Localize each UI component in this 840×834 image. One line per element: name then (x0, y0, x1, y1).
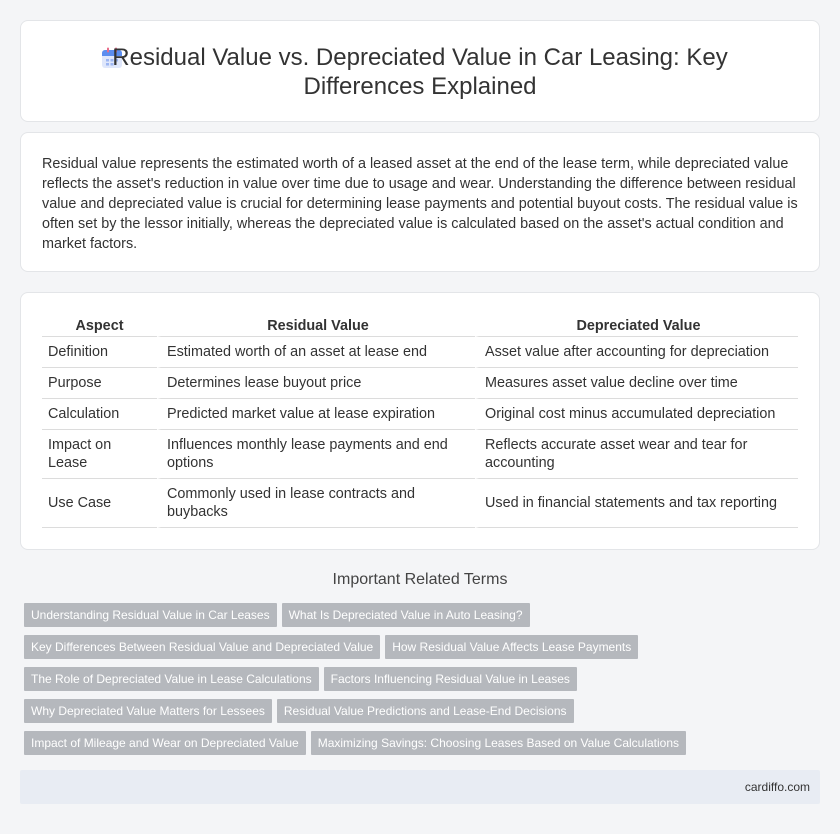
comparison-table (42, 315, 798, 528)
cell-aspect: Purpose (42, 368, 157, 399)
table-row (42, 368, 798, 399)
cell-depreciated: Measures asset value decline over time (475, 368, 798, 399)
related-terms-list (24, 603, 814, 763)
table-row (42, 479, 798, 528)
related-term-tag[interactable]: Residual Value Predictions and Lease-End Decisions (277, 699, 574, 723)
related-term-tag[interactable]: The Role of Depreciated Value in Lease Calculations (24, 667, 319, 691)
header-residual-value: Residual Value (157, 315, 475, 337)
table-row (42, 399, 798, 430)
cell-residual: Predicted market value at lease expiration (157, 399, 475, 430)
related-term-tag[interactable]: What Is Depreciated Value in Auto Leasing? (282, 603, 530, 627)
header-depreciated-value: Depreciated Value (475, 315, 798, 337)
comparison-table-card (20, 292, 820, 550)
table-header-row (42, 315, 798, 337)
related-term-tag[interactable]: How Residual Value Affects Lease Payments (385, 635, 638, 659)
related-term-tag[interactable]: Maximizing Savings: Choosing Leases Based on Value Calculations (311, 731, 686, 755)
related-term-tag[interactable]: Key Differences Between Residual Value and Depreciated Value (24, 635, 380, 659)
table-row (42, 337, 798, 368)
cell-depreciated: Original cost minus accumulated depreciation (475, 399, 798, 430)
cell-residual: Determines lease buyout price (157, 368, 475, 399)
cell-aspect: Impact on Lease (42, 430, 157, 479)
cell-residual: Influences monthly lease payments and end options (157, 430, 475, 479)
cell-depreciated: Reflects accurate asset wear and tear for accounting (475, 430, 798, 479)
cell-depreciated: Used in financial statements and tax reporting (475, 479, 798, 528)
cell-aspect: Calculation (42, 399, 157, 430)
cell-residual: Estimated worth of an asset at lease end (157, 337, 475, 368)
footer (20, 770, 820, 804)
table-row (42, 430, 798, 479)
intro-card (20, 132, 820, 272)
cell-aspect: Definition (42, 337, 157, 368)
footer-site-link[interactable]: cardiffo.com (744, 780, 810, 794)
cell-residual: Commonly used in lease contracts and buybacks (157, 479, 475, 528)
cell-aspect: Use Case (42, 479, 157, 528)
header-card (20, 20, 820, 122)
related-term-tag[interactable]: Impact of Mileage and Wear on Depreciated Value (24, 731, 306, 755)
related-term-tag[interactable]: Understanding Residual Value in Car Leases (24, 603, 277, 627)
intro-paragraph: Residual value represents the estimated worth of a leased asset at the end of the lease term, while depreciated value reflects the asset's reduction in value over time due to usage and wear. Understanding the difference between residual value and depreciated value is crucial for determining lease payments and potential buyout costs. The residual value is often set by the lessor initially, whereas the depreciated value is calculated based on the asset's actual condition and market factors. (42, 156, 798, 252)
related-terms-title: Important Related Terms (332, 571, 508, 588)
related-term-tag[interactable]: Factors Influencing Residual Value in Leases (324, 667, 577, 691)
page-title: Residual Value vs. Depreciated Value in Car Leasing: Key Differences Explained (112, 44, 728, 100)
header-aspect: Aspect (42, 315, 157, 337)
related-term-tag[interactable]: Why Depreciated Value Matters for Lessees (24, 699, 272, 723)
cell-depreciated: Asset value after accounting for depreciation (475, 337, 798, 368)
